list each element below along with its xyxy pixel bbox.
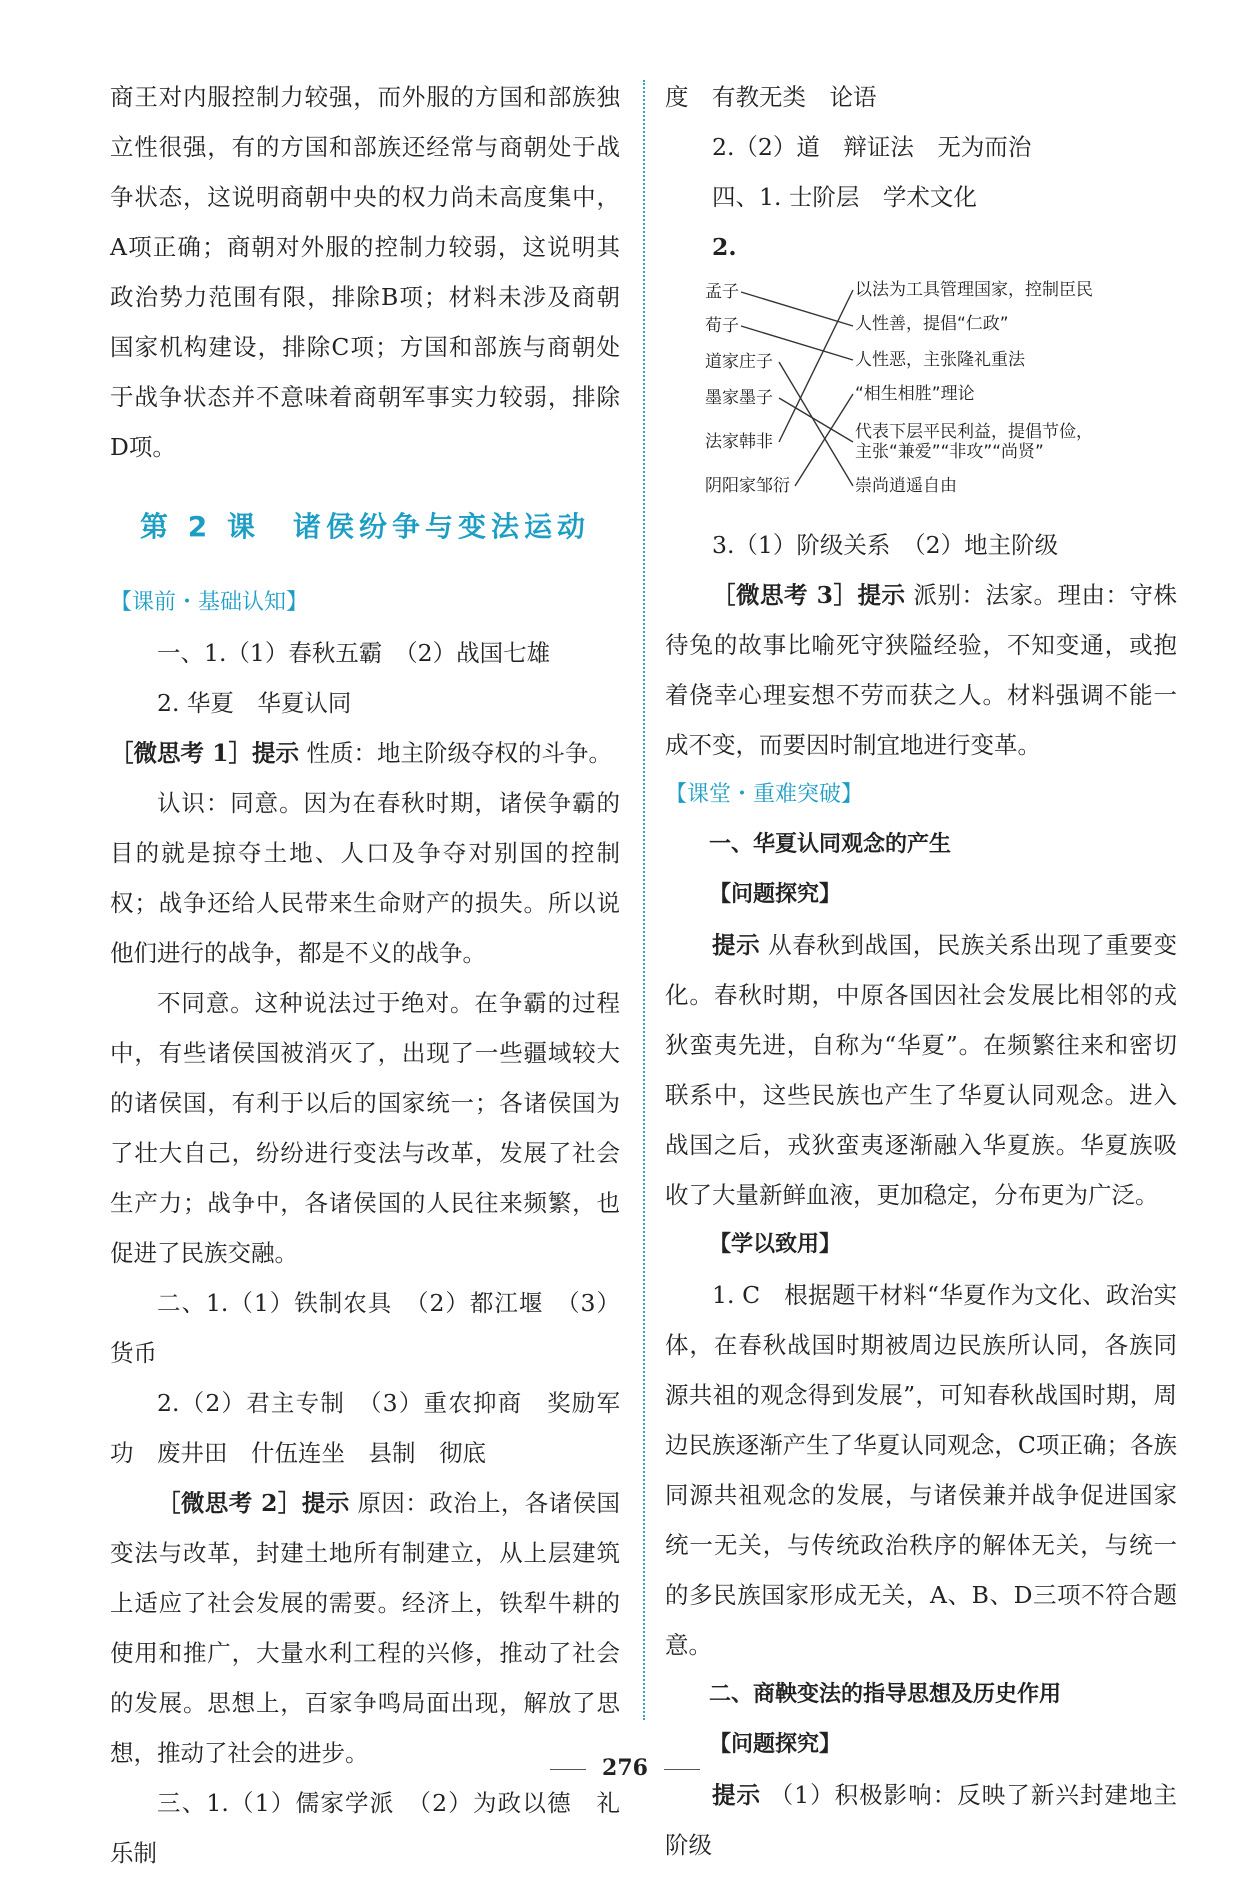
left-column (110, 72, 620, 1878)
paragraph: 认识：同意。因为在春秋时期，诸侯争霸的目的就是掠夺土地、人口及争夺对别国的控制权；战争还给人民带来生命财产的损失。所以说他们进行的战争，都是不义的战争。 (110, 789, 620, 967)
micro-think-1 (110, 728, 620, 778)
right-column (665, 72, 1177, 1870)
hint-paragraph (665, 920, 1177, 1220)
answer-line: 2.（2）君主专制 （3）重农抑商 奖励军功 废井田 什伍连坐 县制 彻底 (110, 1389, 620, 1467)
answer-line: 四、1. 士阶层 学术文化 (712, 183, 977, 211)
page-number-value: 276 (602, 1755, 648, 1781)
section-tag-prep: 【课前・基础认知】 (110, 590, 309, 615)
match-left-item: 墨家墨子 (705, 388, 773, 408)
subsection-tag: 【问题探究】 (709, 1732, 842, 1757)
answer-line: 三、1.（1）儒家学派 （2）为政以德 礼乐制 (110, 1789, 620, 1867)
match-left-item: 道家庄子 (705, 352, 773, 372)
match-right-item: 崇尚逍遥自由 (855, 476, 957, 496)
answer-line: 3.（1）阶级关系 （2）地主阶级 (712, 531, 1059, 559)
micro-think-text: 原因：政治上，各诸侯国变法与改革，封建土地所有制建立，从上层建筑上适应了社会发展的需要。经济上，铁犁牛耕的使用和推广，大量水利工程的兴修，推动了社会的发展。思想上，百家争鸣局面出现，解放了思想，推动了社会的进步。 (110, 1489, 620, 1767)
page-number-dash (664, 1769, 700, 1770)
micro-think-label: ［微思考 2］提示 (157, 1489, 350, 1517)
match-right-item: 以法为工具管理国家，控制臣民 (855, 280, 1093, 300)
hint-label: 提示 (712, 931, 761, 959)
answer-paragraph: 商王对内服控制力较强，而外服的方国和部族独立性很强，有的方国和部族还经常与商朝处于战争状态，这说明商朝中央的权力尚未高度集中，A项正确；商朝对外服的控制力较弱，这说明其政治势力范围有限，排除B项；材料未涉及商朝国家机构建设，排除C项；方国和部族与商朝处于战争状态并不意味着商朝军事实力较弱，排除D项。 (110, 83, 620, 461)
answer-line: 2. (712, 233, 737, 261)
micro-think-label: ［微思考 1］提示 (110, 739, 300, 767)
lesson-title: 第 2 课 诸侯纷争与变法运动 (140, 510, 590, 543)
section-tag-class: 【课堂・重难突破】 (665, 782, 864, 807)
micro-think-text: 性质：地主阶级夺权的斗争。 (306, 739, 613, 767)
hint-text: 从春秋到战国，民族关系出现了重要变化。春秋时期，中原各国因社会发展比相邻的戎狄蛮夷先进，自称为“华夏”。在频繁往来和密切联系中，这些民族也产生了华夏认同观念。进入战国之后，戎狄蛮夷逐渐融入华夏族。华夏族吸收了大量新鲜血液，更加稳定，分布更为广泛。 (665, 931, 1178, 1209)
match-right-item: 人性善，提倡“仁政” (855, 314, 1009, 334)
match-left-item: 法家韩非 (705, 432, 773, 452)
answer-paragraph: 1. C 根据题干材料“华夏作为文化、政治实体，在春秋战国时期被周边民族所认同，各族同源共祖的观念得到发展”，可知春秋战国时期，周边民族逐渐产生了华夏认同观念，C项正确；各族同源共祖观念的发展，与诸侯兼并战争促进国家统一无关，与传统政治秩序的解体无关，与统一的多民族国家形成无关，A、B、D三项不符合题意。 (665, 1281, 1177, 1659)
match-right-item: 人性恶，主张隆礼重法 (855, 350, 1025, 370)
paragraph: 不同意。这种说法过于绝对。在争霸的过程中，有些诸侯国被消灭了，出现了一些疆域较大的诸侯国，有利于以后的国家统一；各诸侯国为了壮大自己，纷纷进行变法与改革，发展了社会生产力；战争中，各诸侯国的人民往来频繁，也促进了民族交融。 (110, 989, 620, 1267)
match-line (741, 326, 853, 360)
match-right-item: “相生相胜”理论 (855, 384, 975, 404)
page-number-dash (550, 1769, 586, 1770)
answer-line: 一、1.（1）春秋五霸 （2）战国七雄 (157, 639, 551, 667)
micro-think-3 (665, 570, 1177, 770)
subsection-tag: 【学以致用】 (709, 1232, 842, 1257)
answer-line: 2.（2）道 辩证法 无为而治 (712, 133, 1032, 161)
answer-line: 二、1.（1）铁制农具 （2）都江堰 （3）货币 (110, 1289, 620, 1367)
micro-think-2 (110, 1478, 620, 1778)
micro-think-text: 派别：法家。理由：守株待兔的故事比喻死守狭隘经验，不知变通，或抱着侥幸心理妄想不劳而获之人。材料强调不能一成不变，而要因时制宜地进行变革。 (665, 581, 1177, 759)
section-heading: 一、华夏认同观念的产生 (709, 832, 952, 857)
match-left-item: 阴阳家邹衍 (705, 476, 790, 496)
hint-paragraph (665, 1770, 1177, 1870)
match-left-item: 荀子 (705, 316, 739, 336)
column-divider (643, 80, 645, 1720)
match-line (741, 292, 853, 326)
match-right-item: 主张“兼爱”“非攻”“尚贤” (855, 442, 1044, 462)
hint-label: 提示 (712, 1781, 762, 1809)
section-heading: 二、商鞅变法的指导思想及历史作用 (709, 1682, 1062, 1707)
match-left-item: 孟子 (705, 282, 739, 302)
micro-think-label: ［微思考 3］提示 (712, 581, 906, 609)
matching-diagram (705, 274, 1177, 514)
page-number (0, 1755, 1250, 1781)
match-line (779, 362, 853, 486)
subsection-tag: 【问题探究】 (709, 882, 842, 907)
matching-lines (705, 274, 1175, 514)
hint-text: （1）积极影响：反映了新兴封建地主阶级 (665, 1781, 1177, 1859)
answer-line: 度 有教无类 论语 (665, 83, 877, 111)
match-right-item: 代表下层平民利益，提倡节俭， (855, 422, 1093, 442)
answer-line: 2. 华夏 华夏认同 (157, 689, 352, 717)
